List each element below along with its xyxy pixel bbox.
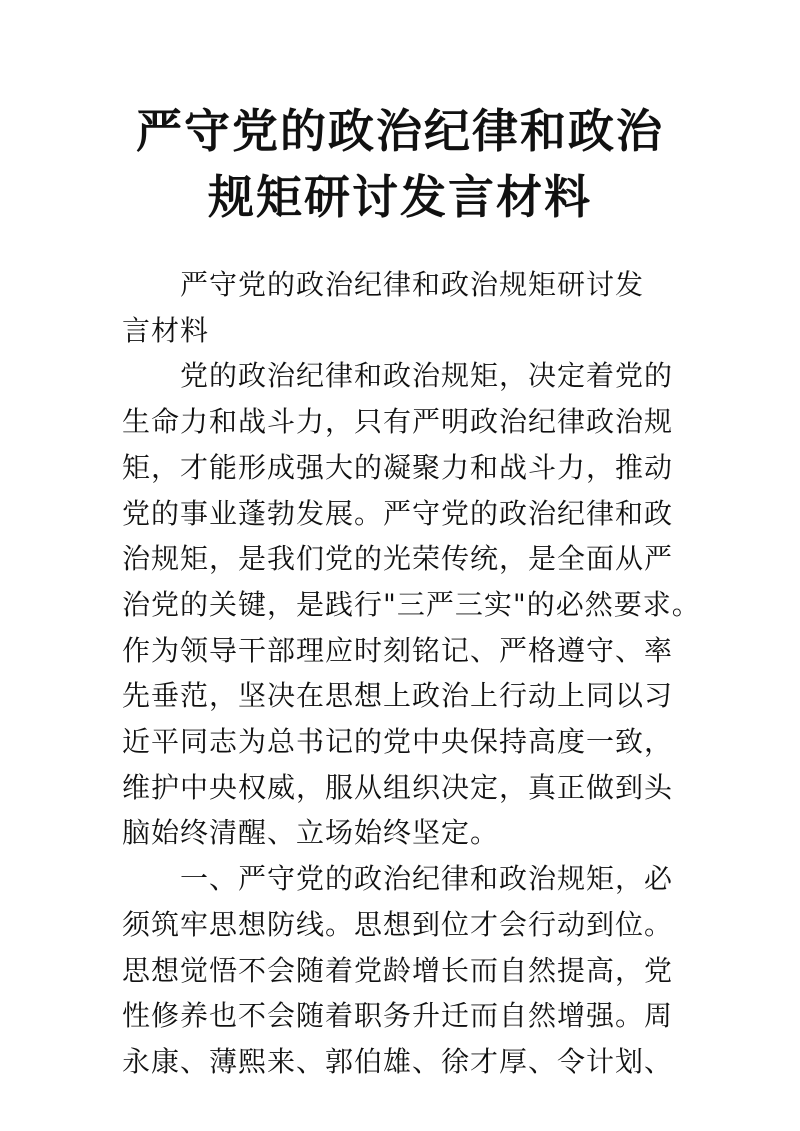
paragraph-1-line-2: 言材料 [122,313,210,347]
paragraph-2-line-6: 治党的关键，是践行"三严三实"的必然要求。 [122,587,701,621]
title-line-1: 严守党的政治纪律和政治 [136,104,664,158]
paragraph-3-line-2: 须筑牢思想防线。思想到位才会行动到位。 [122,907,674,941]
paragraph-2-line-1: 党的政治纪律和政治规矩，决定着党的 [180,359,674,393]
paragraph-2-line-2: 生命力和战斗力，只有严明政治纪律政治规 [122,405,674,439]
paragraph-3-line-5: 永康、薄熙来、郭伯雄、徐才厚、令计划、 [122,1044,674,1078]
paragraph-2-line-7: 作为领导干部理应时刻铭记、严格遵守、率 [122,633,674,667]
paragraph-2-line-11: 脑始终清醒、立场始终坚定。 [122,816,500,850]
document-body [122,262,701,1085]
paragraph-3-line-4: 性修养也不会随着职务升迁而自然增强。周 [122,999,674,1033]
paragraph-2-line-8: 先垂范，坚决在思想上政治上行动上同以习 [122,679,674,713]
paragraph-2-line-3: 矩，才能形成强大的凝聚力和战斗力，推动 [122,450,674,484]
paragraph-2-line-10: 维护中央权威，服从组织决定，真正做到头 [122,770,674,804]
title-line-2: 规矩研讨发言材料 [208,170,592,224]
document-title [100,98,700,230]
paragraph-3-line-1: 一、严守党的政治纪律和政治规矩，必 [180,862,674,896]
paragraph-2-line-9: 近平同志为总书记的党中央保持高度一致， [122,725,674,759]
paragraph-2-line-4: 党的事业蓬勃发展。严守党的政治纪律和政 [122,496,674,530]
paragraph-2-line-5: 治规矩，是我们党的光荣传统，是全面从严 [122,542,674,576]
paragraph-1-line-1: 严守党的政治纪律和政治规矩研讨发 [180,268,645,301]
paragraph-3-line-3: 思想觉悟不会随着党龄增长而自然提高，党 [122,953,674,987]
